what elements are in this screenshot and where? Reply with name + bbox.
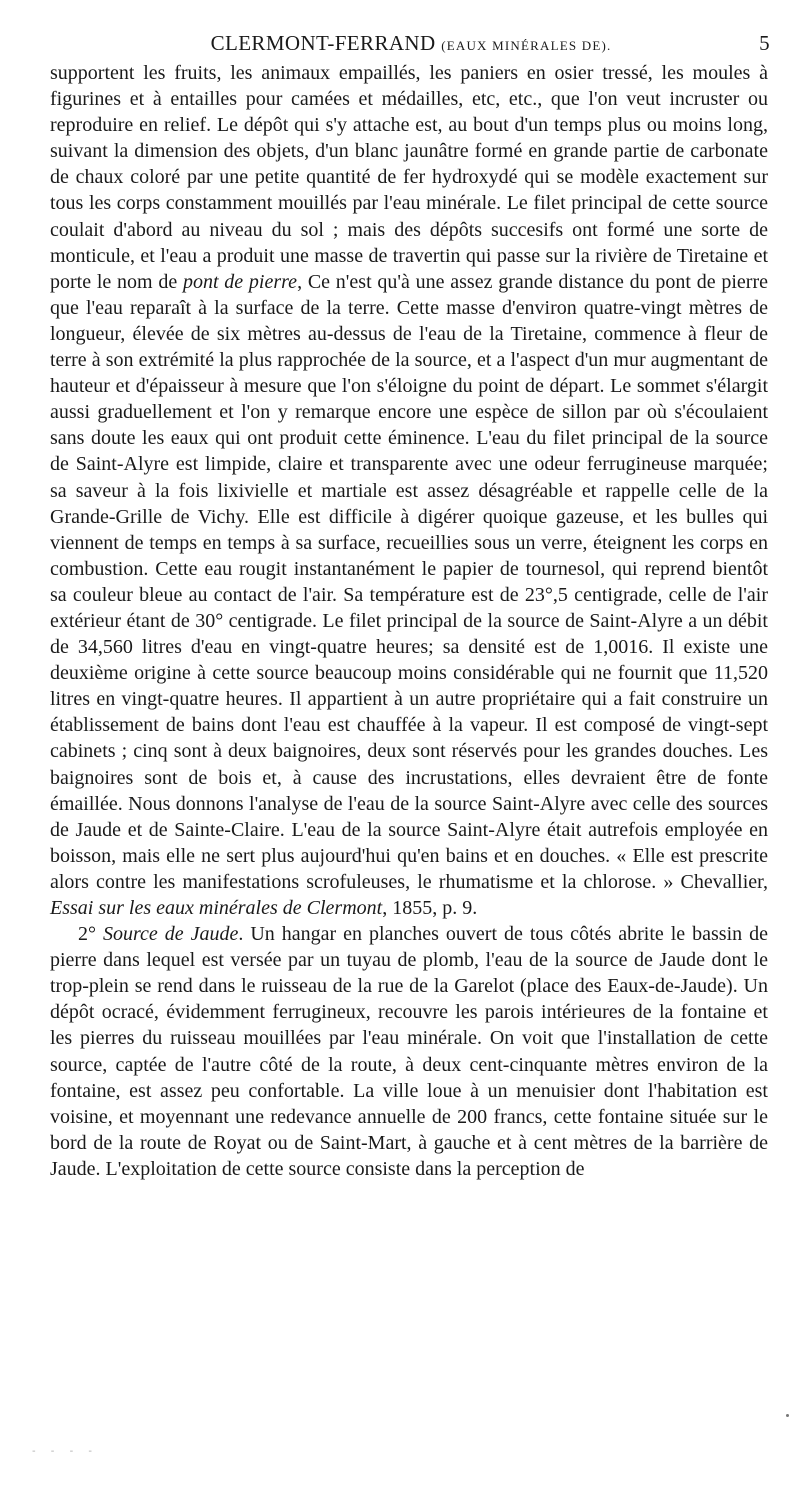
text-run: 2° bbox=[78, 923, 103, 946]
running-title bbox=[52, 30, 770, 59]
text-run: , Ce n'est qu'à une assez grande distance du pont de pierre que l'eau reparaît à la surface de la terre. Cette masse d'environ quatre-vingt mètres de longueur, élevée de six mètres au-dessus de l'eau de la Tiretaine, commence à fleur de terre à son extrémité la plus rapprochée de la source, et a l'aspect d'un mur augmentant de hauteur et d'épaisseur à mesure que l'on s'éloigne du point de départ. Le sommet s'élargit aussi graduellement et l'on y remarque encore une espèce de sillon par où s'écoulaient sans doute les eaux qui ont produit cette éminence. L'eau du filet principal de la source de Saint-Alyre est limpide, claire et transparente avec une odeur ferrugineuse marquée; sa saveur à la fois lixivielle et martiale est assez désagréable et rappelle celle de la Grande-Grille de Vichy. Elle est difficile à digérer quoique gazeuse, et les bulles qui viennent de temps en temps à sa surface, recueillies sous un verre, éteignent les corps en combustion. Cette eau rougit instantanément le papier de tournesol, qui reprend bientôt sa couleur bleue au contact de l'air. Sa température est de 23°,5 centigrade, celle de l'air extérieur étant de 30° centigrade. Le filet principal de la source de Saint-Alyre a un débit de 34,560 litres d'eau en vingt-quatre heures; sa densité est de 1,0016. Il existe une deuxième origine à cette source beaucoup moins considérable qui ne fournit que 11,520 litres en vingt-quatre heures. Il appartient à un autre propriétaire qui a fait construire un établissement de bains dont l'eau est chauffée à la vapeur. Il est composé de vingt-sept cabinets ; cinq sont à deux baignoires, deux sont réservés pour les grandes douches. Les baignoires sont de bois et, à cause des incrustations, elles devraient être de fonte émaillée. Nous donnons l'analyse de l'eau de la source Saint-Alyre avec celle des sources de Jaude et de Sainte-Claire. L'eau de la source Saint-Alyre était autrefois employée en boisson, mais elle ne sert plus aujourd'hui qu'en bains et en douches. « Elle est prescrite alors contre les manifestations scrofuleuses, le rhumatisme et la chlorose. » Chevallier, bbox=[50, 270, 768, 893]
text-run: supportent les fruits, les animaux empaillés, les paniers en osier tressé, les moules à figurines et à entailles pour camées et médailles, etc, etc., que l'on veut incruster ou reproduire en relief. Le dépôt qui s'y attache est, au bout d'un temps plus ou moins long, suivant la dimension des objets, d'un blanc jaunâtre formé en grande partie de carbonate de chaux coloré par une petite quantité de fer hydroxydé qui se modèle exactement sur tous les corps constamment mouillés par l'eau minérale. Le filet principal de cette source coulait d'abord au niveau du sol ; mais des dépôts succesifs ont formé une sorte de monticule, et l'eau a produit une masse de travertin qui passe sur la rivière de Tiretaine et porte le nom de bbox=[50, 62, 768, 293]
text-run: , 1855, p. 9. bbox=[382, 897, 478, 919]
text-run-italic: Source de Jaude bbox=[102, 923, 239, 946]
header-title: CLERMONT-FERRAND bbox=[210, 31, 436, 55]
scan-dash-marks: - - - - bbox=[32, 1446, 98, 1457]
text-run: . Un hangar en planches ouvert de tous côtés abrite le bassin de pierre dans lequel est versée par un tuyau de plomb, l'eau de la source de Jaude dont le trop-plein se rend dans le ruisseau de la rue de la Garelot (place des Eaux-de-Jaude). Un dépôt ocracé, évidemment ferrugineux, recouvre les parois intérieures de la fontaine et les pierres du ruisseau mouillées par l'eau minérale. On voit que l'installation de cette source, captée de l'autre côté de la route, à deux cent-cinquante mètres environ de la fontaine, est assez peu confortable. La ville loue à un menuisier dont l'habitation est voisine, et moyennant une redevance annuelle de 200 francs, cette fontaine située sur le bord de la route de Royat ou de Saint-Mart, à gauche et à cent mètres de la barrière de Jaude. L'exploitation de cette source consiste dans la perception de bbox=[50, 923, 768, 1180]
text-run-italic: Essai sur les eaux minérales de Clermont bbox=[50, 897, 383, 919]
header-subtitle: (EAUX MINÉRALES DE). bbox=[441, 38, 612, 53]
paragraph-source-de-jaude bbox=[50, 921, 768, 1182]
text-run-italic: pont de pierre bbox=[182, 270, 298, 293]
page-number: 5 bbox=[759, 31, 770, 55]
paragraph-saint-alyre bbox=[50, 60, 768, 921]
body-text bbox=[50, 60, 768, 1182]
running-header bbox=[52, 30, 770, 56]
stray-dot-mark bbox=[786, 1414, 789, 1417]
